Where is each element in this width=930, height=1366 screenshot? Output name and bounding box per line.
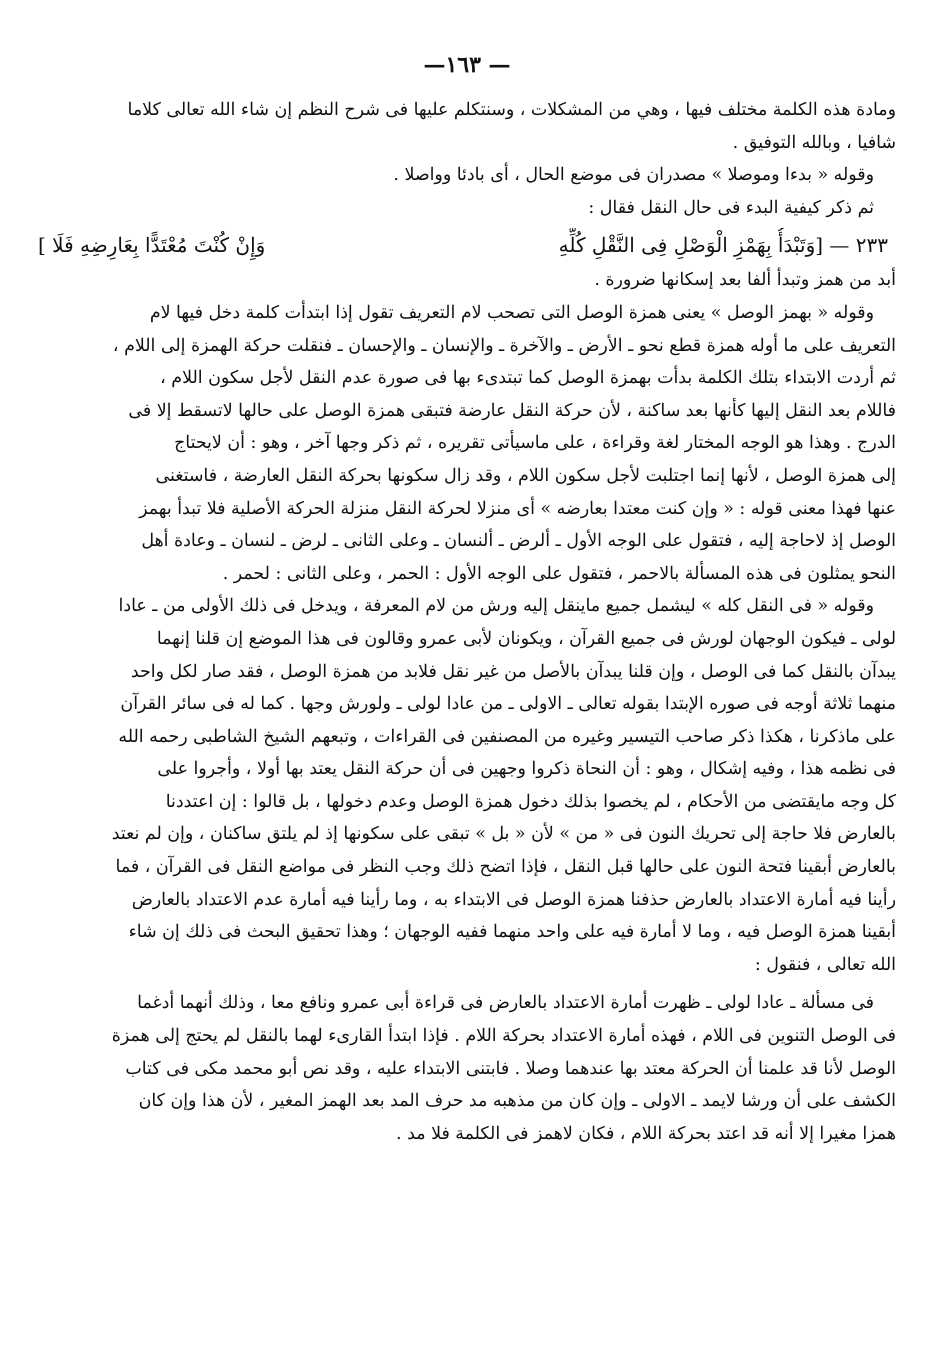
- text-line: الدرج . وهذا هو الوجه المختار لغة وقراءة ، على ماسيأتى تقريره ، ثم ذكر وجها آخر ، وهو : أن لايحتاج: [174, 433, 896, 454]
- text-line: فى مسألة ـ عادا لولى ـ ظهرت أمارة الاعتداد بالعارض فى قراءة أبى عمرو ونافع معا ، وذلك أنهما أدغما: [137, 993, 874, 1014]
- paragraph-2: [38, 159, 896, 224]
- text-line: أبد من همز وتبدأ ألفا بعد إسكانها ضرورة .: [594, 270, 896, 291]
- text-line: ثم أردت الابتداء بتلك الكلمة بدأت بهمزة الوصل كما تبتدىء بها فى صورة عدم النقل لأجل سكون اللام ،: [160, 368, 896, 389]
- text-line: إلى همزة الوصل ، لأنها إنما اجتلبت لأجل سكون اللام ، وقد زال سكونها بحركة النقل العارضة ، فاستغنى: [155, 465, 896, 486]
- text-line: كل وجه مايقتضى من الأحكام ، لم يخصوا بذلك دخول همزة الوصل وعدم دخولها ، بل قالوا : إن اعتددنا: [165, 791, 896, 812]
- text-line: فى الوصل التنوين فى اللام ، فهذه أمارة الاعتداد بحركة اللام . فإذا ابتدأ القارىء لهما بالنقل لم يحتج إلى همزة: [111, 1026, 896, 1047]
- text-line: وقوله « فى النقل كله » ليشمل جميع ماينقل إليه ورش من لام المعرفة ، ويدخل فى ذلك الأولى من ـ عادا: [118, 596, 874, 617]
- text-line: الوصل إذ لاحاجة إليه ، فتقول على الوجه الأول ـ ألرض ـ ألنسان ـ وعلى الثانى ـ لرض ـ لنسان ـ وعادة أهل: [141, 531, 896, 552]
- text-line: بالعارض أبقينا فتحة النون على حالها قبل النقل ، فإذا اتضح ذلك وجب النظر فى مواضع النقل فى القرآن ، فما: [115, 857, 896, 878]
- text-line: بالعارض فلا حاجة إلى تحريك النون فى « من » لأن « بل » تبقى على سكونها إذ لم يلتق ساكنان ، وإن لم نعتد: [111, 824, 896, 845]
- text-line: الكشف على أن ورشا لايمد ـ الاولى ـ وإن كان من مذهبه مد حرف المد بعد الهمز المغير ، لأن هذا وإن كان: [138, 1091, 896, 1112]
- text-line: فى نظمه هذا ، وفيه إشكال ، وهو : أن النحاة ذكروا وجهين فى أن حركة النقل يعتد بها أولا ، وأجروا على: [157, 759, 896, 780]
- verse-line: [38, 228, 896, 262]
- text-line: شافيا ، وبالله التوفيق .: [732, 132, 896, 153]
- verse-hemistich-2: وَإِنْ كُنْتَ مُعْتَدًّا بِعَارِضِهِ فَلَا ]: [38, 233, 266, 258]
- text-line: منهما ثلاثة أوجه فى صوره الإبتدا بقوله تعالى ـ الاولى ـ من عادا لولى ـ ولورش وجها . كما له فى سائر القرآن: [120, 694, 896, 715]
- text-line: أبقينا همزة الوصل فيه ، وما لا أمارة فيه على واحد منهما ففيه الوجهان ؛ وهذا تحقيق البحث فى ذلك إن شاء: [128, 922, 896, 943]
- text-line: ثم ذكر كيفية البدء فى حال النقل فقال :: [588, 197, 874, 218]
- text-line: همزا مغيرا إلا أنه قد اعتد بحركة اللام ، فكان لاهمز فى الكلمة فلا مد .: [396, 1123, 896, 1144]
- text-line: رأينا فيه أمارة الاعتداد بالعارض حذفنا همزة الوصل فى الابتداء به ، وما رأينا فيه أمارة عدم الاعتداد بالعارض: [131, 889, 896, 910]
- paragraph-6: [38, 987, 896, 1150]
- paragraph-3: [38, 264, 896, 297]
- paragraph-5: [38, 590, 896, 981]
- text-line: الله تعالى ، فنقول :: [754, 954, 896, 975]
- page-number: —١٦٣ —: [423, 52, 511, 78]
- text-line: عنها فهذا معنى قوله : « وإن كنت معتدا بعارضه » أى منزلا لحركة النقل منزلة الحركة الأصلية فلا تبدأ بهمز: [139, 498, 896, 519]
- text-line: التعريف على ما أوله همزة قطع نحو ـ الأرض ـ والآخرة ـ والإنسان ـ والإحسان ـ فنقلت حركة الهمزة إلى اللام ،: [112, 335, 896, 356]
- text-line: النحو يمثلون فى هذه المسألة بالاحمر ، فتقول على الوجه الأول : الحمر ، وعلى الثانى : لحمر .: [222, 563, 896, 584]
- text-line: لولى ـ فيكون الوجهان لورش فى جميع القرآن ، ويكونان لأبى عمرو وقالون فى هذا الموضع إن قلنا إنهما: [156, 628, 896, 649]
- text-line: وقوله « بهمز الوصل » يعنى همزة الوصل التى تصحب لام التعريف تقول إذا ابتدأت كلمة دخل فيها لام: [149, 302, 874, 323]
- text-line: ومادة هذه الكلمة مختلف فيها ، وهي من المشكلات ، وسنتكلم عليها فى شرح النظم إن شاء الله تعالى كلاما: [127, 100, 896, 120]
- verse-hemistich-1: ٢٣٣ — [وَتَبْدَأُ بِهَمْزِ الْوَصْلِ فِى النَّقْلِ كُلِّهِ: [558, 233, 888, 258]
- text-line: فاللام بعد النقل إليها كأنها بعد ساكنة ، لأن حركة النقل عارضة فتبقى همزة الوصل على حالها لاتسقط إلا فى: [128, 400, 896, 421]
- text-line: يبدآن بالنقل كما فى الوصل ، وإن قلنا يبدآن بالأصل من غير نقل فلابد من همزة الوصل ، فقد صار لكل واحد: [130, 661, 896, 682]
- paragraph-1: [38, 94, 896, 159]
- text-line: الوصل لأنا قد علمنا أن الحركة معتد بها عندهما وصلا . فابتنى الابتداء عليه ، وقد نص أبو محمد مكى فى كتاب: [125, 1058, 896, 1079]
- text-line: على ماذكرنا ، هكذا ذكر صاحب التيسير وغيره من المصنفين فى القراءات ، وتبعهم الشيخ الشاطبى رحمه الله: [118, 726, 896, 747]
- text-line: وقوله « بدءا وموصلا » مصدران فى موضع الحال ، أى بادئا وواصلا .: [393, 165, 874, 186]
- paragraph-4: [38, 297, 896, 590]
